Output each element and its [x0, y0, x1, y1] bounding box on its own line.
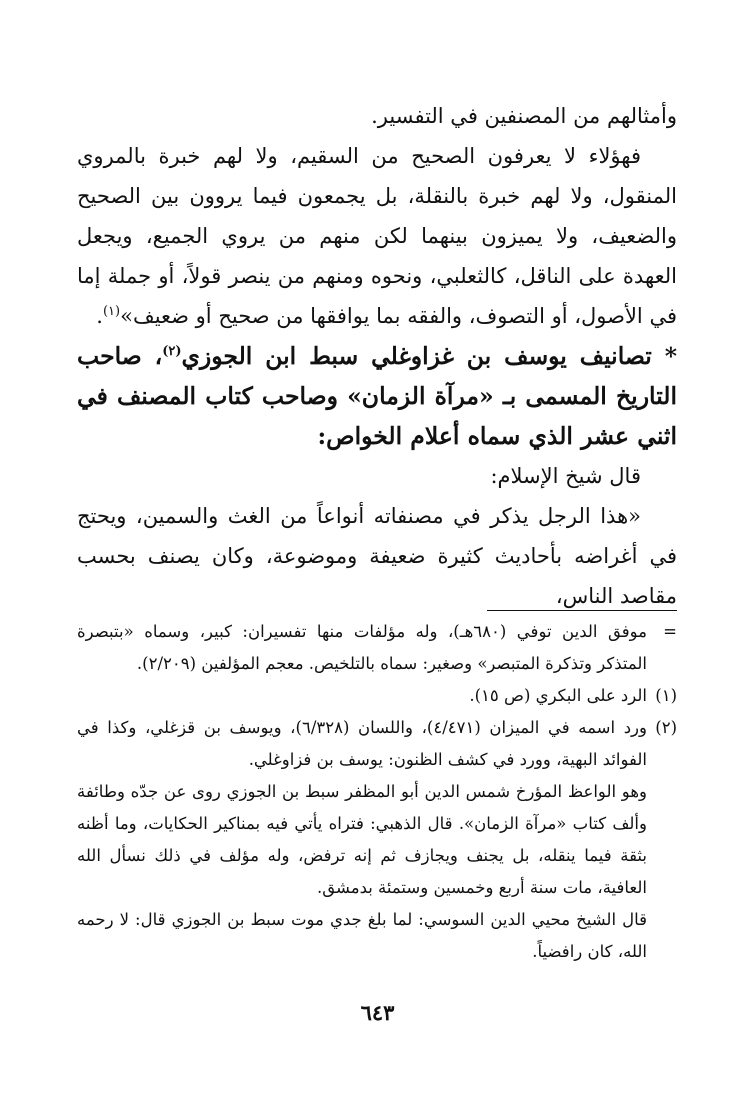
footnote-divider — [487, 610, 677, 611]
intro-line: وأمثالهم من المصنفين في التفسير. — [371, 104, 677, 128]
section-heading-b: ، صاحب التاريخ المسمى بـ «مرآة الزمان» وصاحب كتاب المصنف في اثني عشر الذي سماه أعلام الخواص: — [77, 342, 677, 450]
main-text — [77, 96, 677, 616]
footnote-2-mark: (٢) — [655, 718, 677, 737]
footnote-2-paragraph-2: وهو الواعظ المؤرخ شمس الدين أبو المظفر سبط بن الجوزي روى عن جدّه وطائفة وألف كتاب «مرآة الزمان». قال الذهبي: فتراه يأتي فيه بمناكير الحكايات، وما أظنه بثقة فيما ينقله، بل يجنف ويجازف ثم إنه ترفض، وله مؤلف في ذلك نسأل الله العافية، مات سنة أربع وخمسين وستمئة بدمشق. — [77, 782, 647, 897]
footnote-1-text: الرد على البكري (ص ١٥). — [469, 686, 647, 705]
page-number: ٦٤٣ — [360, 1000, 395, 1025]
footnote-2-paragraph-3: قال الشيخ محيي الدين السوسي: لما بلغ جدي موت سبط بن الجوزي قال: لا رحمه الله، كان رافضياً. — [77, 910, 647, 961]
footnote-1 — [77, 680, 677, 712]
paragraph-1 — [77, 136, 677, 336]
footnote-2 — [77, 712, 677, 776]
section-heading-a: * تصانيف يوسف بن غزاوغلي سبط ابن الجوزي — [181, 342, 677, 370]
footnote-continued-text: موفق الدين توفي (٦٨٠هـ)، وله مؤلفات منها تفسيران: كبير، وسماه «بتبصرة المتذكر وتذكرة المتبصر» وصغير: سماه بالتلخيص. معجم المؤلفين (٢/٢٠٩). — [77, 622, 647, 673]
paragraph-1-end: . — [96, 304, 103, 328]
paragraph-1-text: فهؤلاء لا يعرفون الصحيح من السقيم، ولا لهم خبرة بالمروي المنقول، ولا لهم خبرة بالنقلة، بل يجمعون فيما يروون بين الصحيح والضعيف، ولا يميزون بينهما لكن منهم من يروي الجميع، ويجعل العهدة على الناقل، كالثعلبي، ونحوه ومنهم من ينصر قولاً، أو جملة إما في الأصول، أو التصوف، والفقه بما يوافقها من صحيح أو ضعيف» — [77, 144, 677, 328]
shaykh-line: قال شيخ الإسلام: — [490, 464, 641, 488]
quote-paragraph: «هذا الرجل يذكر في مصنفاته أنواعاً من الغث والسمين، ويحتج في أغراضه بأحاديث كثيرة ضعيفة وموضوعة، وكان يصنف بحسب مقاصد الناس، — [77, 504, 677, 608]
footnote-ref-2: (٢) — [162, 344, 182, 360]
section-heading — [77, 336, 677, 456]
footnote-ref-1: (١) — [102, 304, 121, 319]
footnote-2-text: ورد اسمه في الميزان (٤/٤٧١)، واللسان (٦/٣٢٨)، ويوسف بن قزغلي، وكذا في الفوائد البهية، وورد في كشف الظنون: يوسف بن فزاوغلي. — [77, 718, 647, 769]
footnote-continued-mark: = — [663, 622, 677, 641]
footnote-1-mark: (١) — [655, 686, 677, 705]
footnotes — [77, 616, 677, 968]
footnote-continued — [77, 616, 677, 680]
